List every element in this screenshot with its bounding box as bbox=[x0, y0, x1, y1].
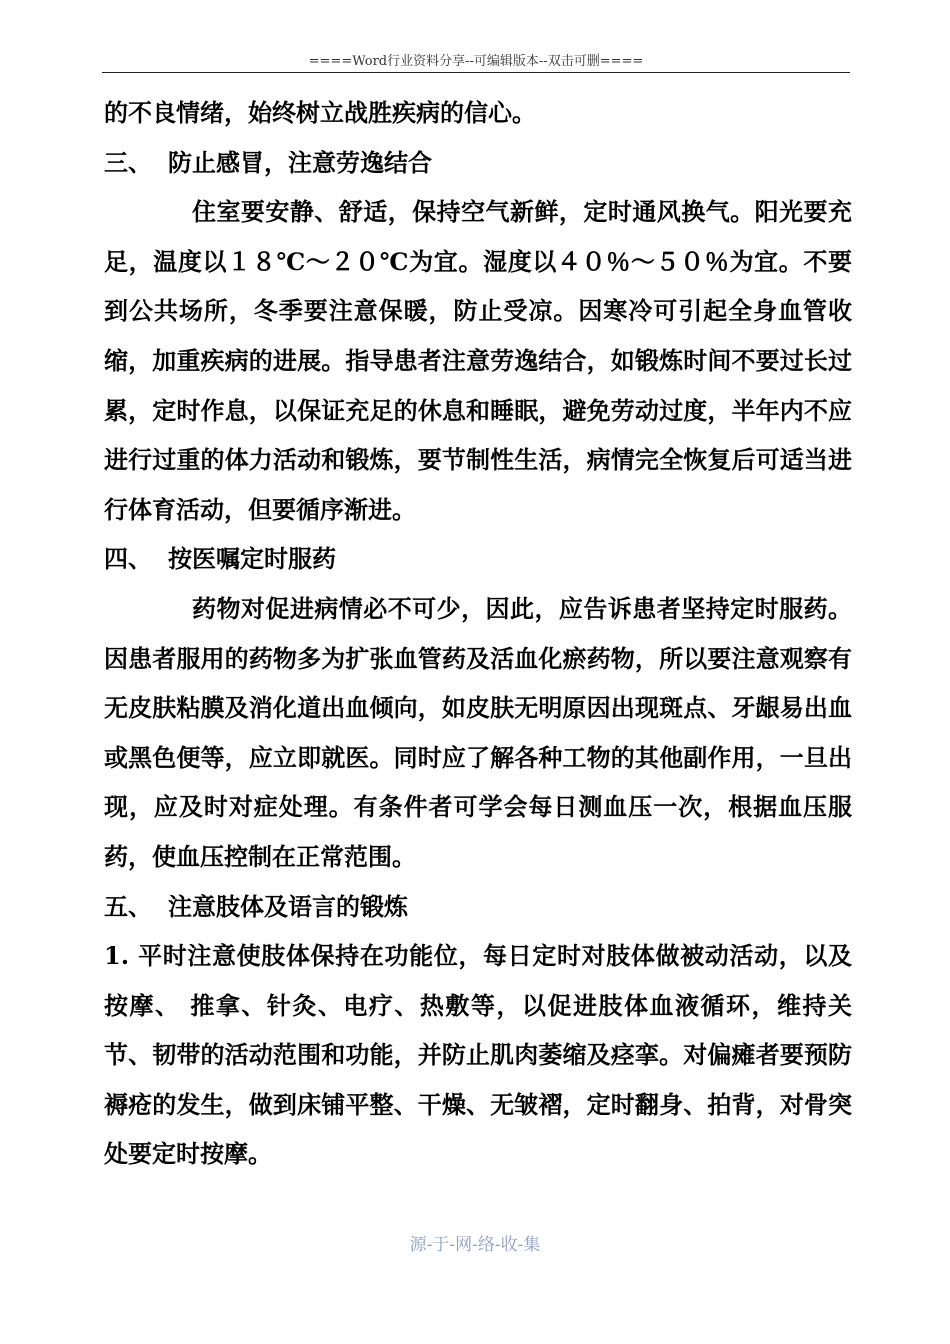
paragraph-continuation: 的不良情绪，始终树立战胜疾病的信心。 bbox=[104, 98, 536, 127]
section-heading-5 bbox=[104, 882, 852, 932]
paragraph-living-environment: 住室要安静、舒适，保持空气新鲜，定时通风换气。阳光要充足，温度以１８℃～２０℃为宜。湿度以４０％～５０％为宜。不要到公共场所，冬季要注意保暖，防止受凉。因寒冷可引起全身血管收缩，加重疾病的进展。指导患者注意劳逸结合，如锻炼时间不要过长过累，定时作息，以保证充足的休息和睡眠，避免劳动过度，半年内不应进行过重的体力活动和锻炼，要节制性生活，病情完全恢复后可适当进行体育活动，但要循序渐进。 bbox=[104, 197, 852, 524]
section-heading-3 bbox=[104, 138, 852, 188]
section-number-3: 三、 bbox=[104, 147, 152, 177]
list-item-1 bbox=[104, 931, 852, 1179]
list-item-number: 1. bbox=[104, 941, 130, 971]
page-header: ====Word行业资料分享--可编辑版本--双击可删==== bbox=[308, 54, 644, 69]
section-title-5: 注意肢体及语言的锻炼 bbox=[168, 891, 408, 921]
section-number-5: 五、 bbox=[104, 891, 152, 921]
header-divider bbox=[102, 72, 850, 73]
document-body bbox=[104, 88, 852, 1179]
list-item-text: 平时注意使肢体保持在功能位，每日定时对肢体做被动活动，以及按摩、 推拿、针灸、电疗、热敷等，以促进肢体血液循环，维持关节、韧带的活动范围和功能，并防止肌肉萎缩及痉挛。对偏瘫者要预防褥疮的发生，做到床铺平整、干燥、无皱褶，定时翻身、拍背，对骨突处要定时按摩。 bbox=[104, 941, 852, 1169]
section-title-3: 防止感冒，注意劳逸结合 bbox=[168, 147, 432, 177]
section-heading-4 bbox=[104, 534, 852, 584]
paragraph-medication: 药物对促进病情必不可少，因此，应告诉患者坚持定时服药。因患者服用的药物多为扩张血管药及活血化瘀药物，所以要注意观察有无皮肤粘膜及消化道出血倾向，如皮肤无明原因出现斑点、牙龈易出血或黑色便等，应立即就医。同时应了解各种工物的其他副作用，一旦出现，应及时对症处理。有条件者可学会每日测血压一次，根据血压服药，使血压控制在正常范围。 bbox=[104, 593, 852, 871]
page-footer: 源-于-网-络-收-集 bbox=[409, 1235, 541, 1255]
section-title-4: 按医嘱定时服药 bbox=[168, 544, 336, 574]
section-number-4: 四、 bbox=[104, 544, 152, 574]
